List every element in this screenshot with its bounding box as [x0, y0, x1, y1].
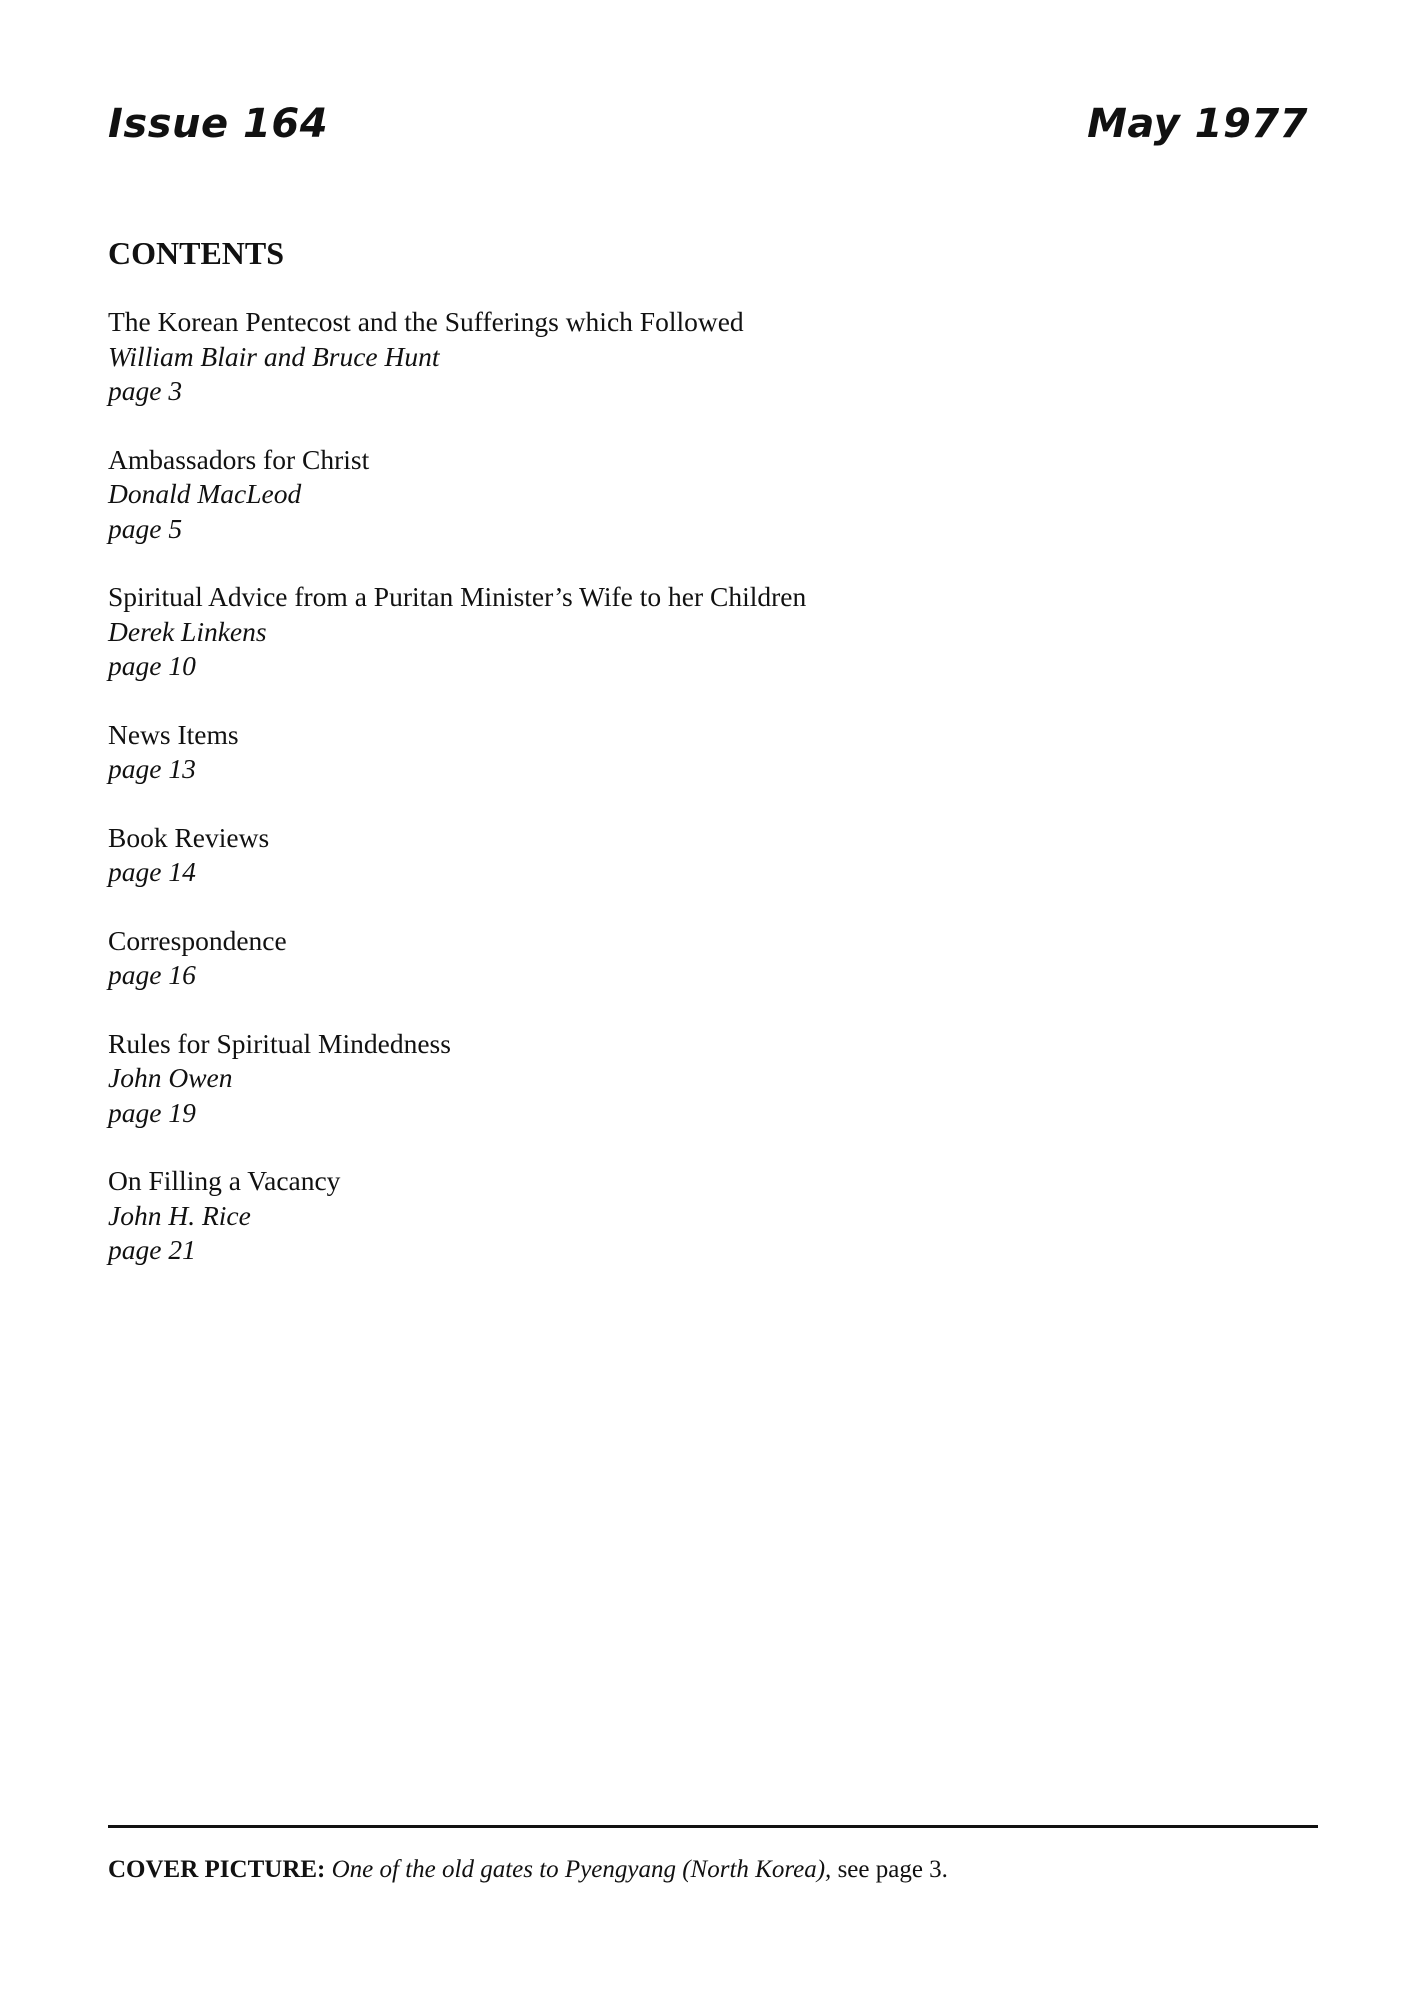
contents-entry-correspondence [108, 924, 1208, 993]
cover-reference: see page 3. [837, 1856, 948, 1883]
contents-entry-ambassadors [108, 443, 1208, 547]
masthead [108, 96, 1308, 156]
entry-page: page 5 [108, 512, 183, 544]
contents-entry-spiritual-mindedness [108, 1027, 1208, 1131]
entry-author: Derek Linkens [108, 615, 267, 647]
entry-title: Spiritual Advice from a Puritan Minister’s Wife to her Children [108, 581, 807, 612]
entry-title: Ambassadors for Christ [108, 443, 370, 475]
issue-number: Issue 164 [108, 101, 329, 147]
cover-description: One of the old gates to Pyengyang (North Korea), [331, 1856, 832, 1883]
entry-title: Correspondence [108, 924, 287, 956]
entry-page: page 10 [108, 650, 196, 681]
entry-author: John H. Rice [108, 1199, 251, 1231]
entry-page: page 16 [108, 959, 196, 990]
contents-entry-korean-pentecost [108, 305, 1208, 409]
entry-page: page 3 [108, 375, 183, 406]
issue-date: May 1977 [1087, 101, 1308, 147]
entry-title: The Korean Pentecost and the Sufferings which Followed [108, 306, 744, 337]
contents-entry-filling-vacancy [108, 1164, 1208, 1268]
entry-page: page 13 [108, 753, 196, 784]
contents-entry-book-reviews [108, 821, 1208, 890]
entry-author: Donald MacLeod [108, 478, 302, 509]
contents-heading: CONTENTS [108, 235, 285, 271]
cover-label: COVER PICTURE: [108, 1856, 326, 1883]
entry-page: page 21 [108, 1234, 196, 1265]
entry-title: Rules for Spiritual Mindedness [108, 1027, 451, 1059]
entry-author: John Owen [108, 1062, 233, 1093]
entry-page: page 14 [108, 856, 196, 887]
footer-divider [108, 1825, 1318, 1828]
cover-caption [108, 1853, 1308, 1887]
entry-title: News Items [108, 718, 239, 750]
contents-list [108, 305, 1208, 1302]
entry-author: William Blair and Bruce Hunt [108, 340, 440, 372]
contents-entry-news-items [108, 718, 1208, 787]
contents-entry-spiritual-advice [108, 580, 1208, 684]
entry-page: page 19 [108, 1096, 196, 1128]
entry-title: On Filling a Vacancy [108, 1165, 341, 1196]
entry-title: Book Reviews [108, 821, 270, 853]
